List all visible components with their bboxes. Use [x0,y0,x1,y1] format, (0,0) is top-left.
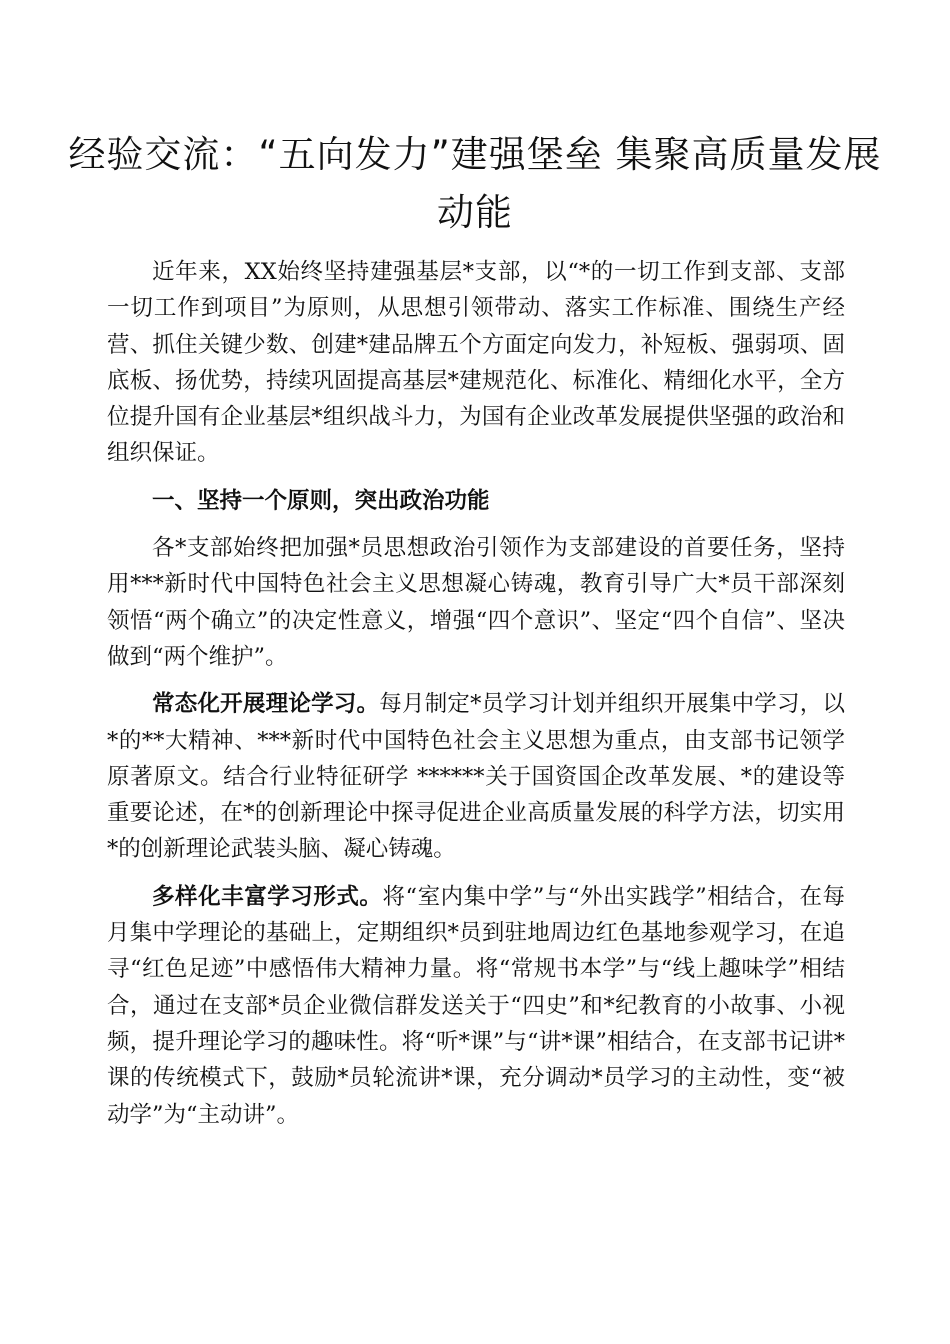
paragraph-lead: 常态化开展理论学习。 [152,691,380,718]
paragraph-text: 每月制定*员学习计划并组织开展集中学习，以*的**大精神、***新时代中国特色社会主义思想为重点，由支部书记领学原著原文。结合行业特征研学 ******关于国资国企改革发展、*的建设等重要论述，在*的创新理论中探寻促进企业高质量发展的科学方法，切实用*的创新理论武装头脑、凝心铸魂。 [107,691,845,863]
section-paragraph: 各*支部始终把加强*员思想政治引领作为支部建设的首要任务，坚持用***新时代中国特色社会主义思想凝心铸魂，教育引导广大*员干部深刻领悟“两个确立”的决定性意义，增强“四个意识”、坚定“四个自信”、坚决做到“两个维护”。 [107,535,845,670]
document-body [107,254,845,1133]
intro-paragraph: 近年来，XX始终坚持建强基层*支部，以“*的一切工作到支部、支部一切工作到项目”为原则，从思想引领带动、落实工作标准、围绕生产经营、抓住关键少数、创建*建品牌五个方面定向发力，补短板、强弱项、固底板、扬优势，持续巩固提高基层*建规范化、标准化、精细化水平，全方位提升国有企业基层*组织战斗力，为国有企业改革发展提供坚强的政治和组织保证。 [107,259,845,467]
document-title: 经验交流：“五向发力”建强堡垒 集聚高质量发展动能 [68,133,882,234]
section-heading: 一、坚持一个原则，突出政治功能 [152,487,490,514]
study-forms-paragraph [107,879,845,1133]
paragraph-text: 将“室内集中学”与“外出实践学”相结合，在每月集中学理论的基础上，定期组织*员到驻地周边红色基地参观学习，在追寻“红色足迹”中感悟伟大精神力量。将“常规书本学”与“线上趣味学”相结合，通过在支部*员企业微信群发送关于“四史”和*纪教育的小故事、小视频，提升理论学习的趣味性。将“听*课”与“讲*课”相结合，在支部书记讲*课的传统模式下，鼓励*员轮流讲*课，充分调动*员学习的主动性，变“被动学”为“主动讲”。 [107,883,845,1128]
paragraph-lead: 多样化丰富学习形式。 [152,883,383,910]
theory-study-paragraph [107,686,845,867]
